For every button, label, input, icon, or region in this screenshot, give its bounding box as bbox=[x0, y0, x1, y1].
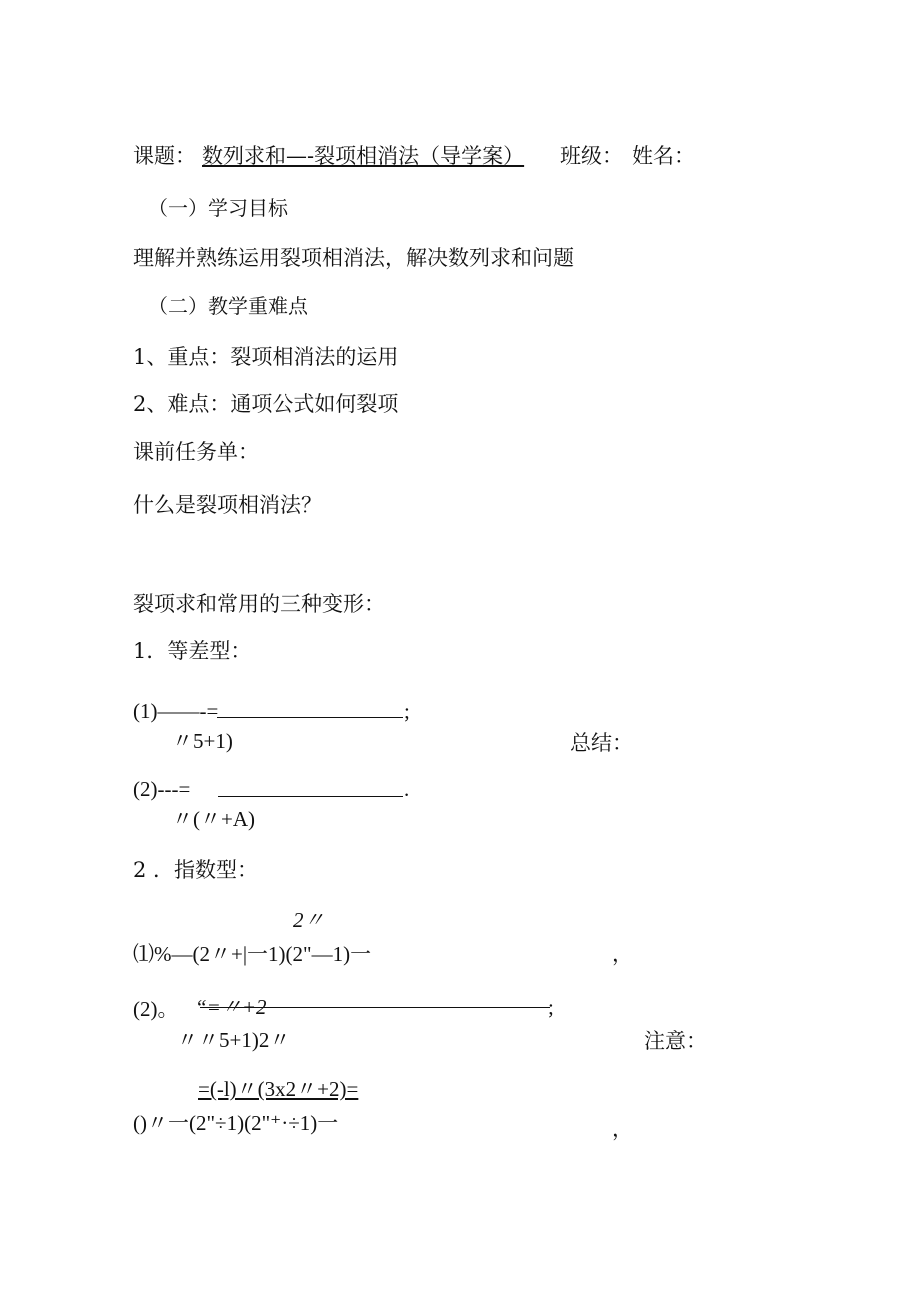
formula-4-mid: “=〃+2 bbox=[195, 995, 267, 1019]
formula-1-end: ; bbox=[404, 699, 410, 723]
header-label: 课题： bbox=[133, 144, 196, 168]
note-label: 注意： bbox=[644, 1029, 707, 1053]
formula-1-blank bbox=[217, 717, 403, 718]
key-point-item: 1、重点：裂项相消法的运用 bbox=[133, 345, 399, 369]
formula-5-denominator: ()〃一(2"÷1)(2"⁺·÷1)一 bbox=[133, 1111, 339, 1135]
formula-1-denominator: 〃5+1) bbox=[172, 729, 233, 753]
section-heading-key-points: （二）教学重难点 bbox=[148, 294, 308, 318]
formula-4-lead: (2)。 bbox=[133, 997, 179, 1021]
type-exponential-heading: 2 ．指数型： bbox=[133, 858, 259, 882]
formula-2-end: . bbox=[404, 777, 410, 801]
formula-5-numerator: =(-l)〃(3x2〃+2)= bbox=[198, 1077, 359, 1101]
forms-title: 裂项求和常用的三种变形： bbox=[133, 592, 385, 616]
formula-3-comma: ， bbox=[612, 942, 633, 966]
formula-4-end: ; bbox=[548, 995, 554, 1019]
type-arithmetic-heading: 1．等差型： bbox=[133, 639, 252, 663]
formula-3-top: 2〃 bbox=[293, 908, 325, 932]
formula-1-numerator: (1)——-= bbox=[133, 699, 219, 723]
class-label: 班级： bbox=[560, 144, 623, 168]
summary-label: 总结： bbox=[570, 731, 633, 755]
objectives-text: 理解并熟练运用裂项相消法，解决数列求和问题 bbox=[133, 246, 574, 270]
preclass-title: 课前任务单： bbox=[133, 440, 259, 464]
preclass-question: 什么是裂项相消法？ bbox=[133, 493, 322, 517]
formula-2-blank bbox=[218, 796, 403, 797]
formula-4-denominator: 〃〃5+1)2〃 bbox=[177, 1028, 291, 1052]
formula-5-comma: ， bbox=[612, 1117, 633, 1141]
formula-4-rule bbox=[200, 1007, 550, 1008]
page-title: 数列求和—-裂项相消法（导学案） bbox=[202, 144, 525, 168]
formula-2-denominator: 〃(〃+A) bbox=[172, 807, 255, 831]
name-label: 姓名： bbox=[632, 144, 695, 168]
section-heading-objectives: （一）学习目标 bbox=[148, 196, 288, 220]
formula-2-numerator: (2)---= bbox=[133, 777, 191, 801]
difficult-point-item: 2、难点：通项公式如何裂项 bbox=[133, 392, 399, 416]
formula-3-main: ⑴%—(2〃+|一1)(2"—1)一 bbox=[133, 942, 372, 966]
